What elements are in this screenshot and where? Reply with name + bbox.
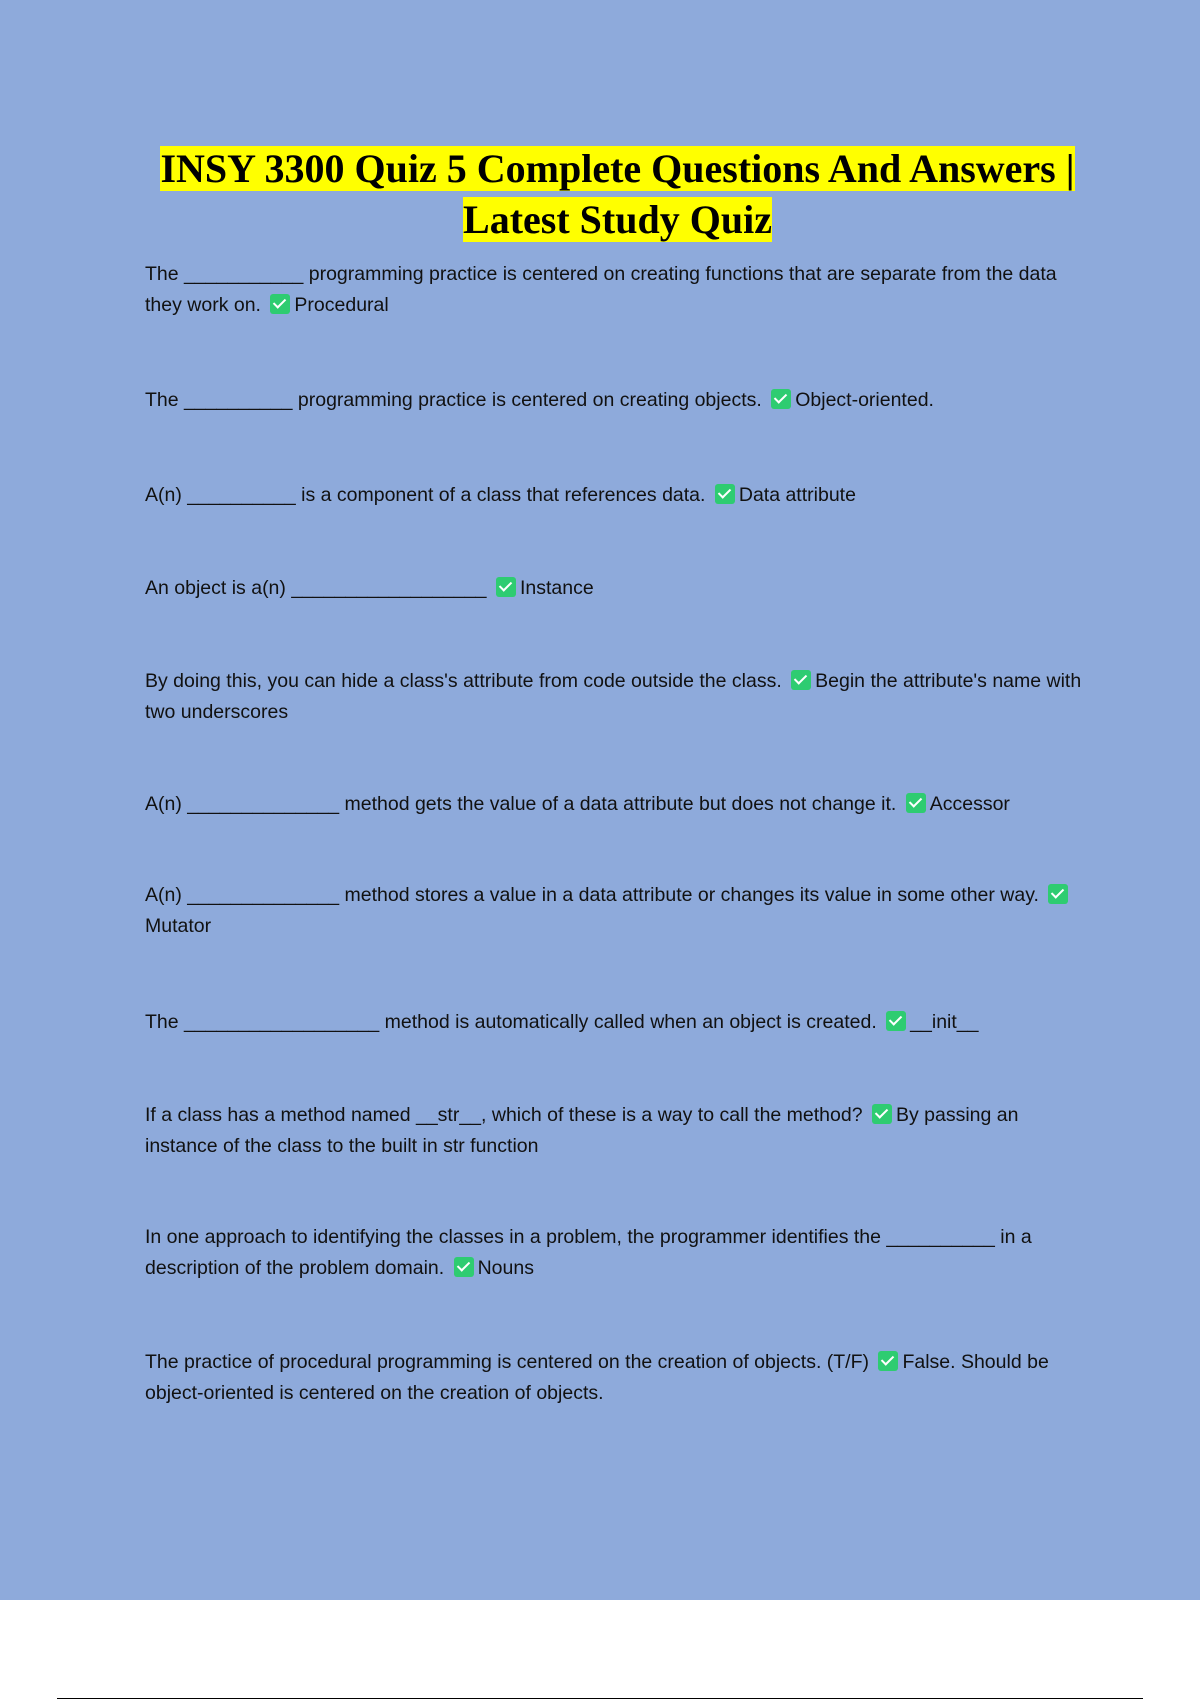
question-text: The __________________ method is automatically called when an object is created. (145, 1011, 877, 1033)
check-icon (496, 577, 516, 597)
answer-text: Nouns (477, 1257, 534, 1279)
check-icon (791, 670, 811, 690)
answer-text: __init__ (910, 1011, 979, 1033)
qa-item (145, 880, 1095, 942)
qa-item (145, 385, 1095, 416)
title-line-1: INSY 3300 Quiz 5 Complete Questions And Answers | (160, 146, 1075, 191)
footer-divider (57, 1698, 1143, 1699)
qa-item (145, 666, 1095, 728)
check-icon (270, 294, 290, 314)
answer-text: Mutator (145, 915, 212, 937)
check-icon (872, 1104, 892, 1124)
qa-item (145, 1347, 1095, 1409)
question-text: A(n) ______________ method stores a value in a data attribute or changes its value in some other way. (145, 884, 1039, 906)
answer-text: False. Should be object-oriented is centered on the creation of objects. (145, 1351, 1049, 1404)
answer-text: Begin the attribute's name with two underscores (145, 670, 1082, 723)
check-icon (715, 484, 735, 504)
check-icon (771, 389, 791, 409)
answer-text: Data attribute (738, 484, 856, 506)
answer-text: Procedural (294, 294, 389, 316)
qa-item (145, 259, 1095, 321)
qa-item (145, 573, 1095, 604)
question-text: By doing this, you can hide a class's attribute from code outside the class. (145, 670, 782, 692)
question-text: The __________ programming practice is centered on creating objects. (145, 389, 762, 411)
qa-item (145, 1007, 1095, 1038)
qa-item (145, 1222, 1095, 1284)
check-icon (886, 1011, 906, 1031)
question-text: The practice of procedural programming is centered on the creation of objects. (T/F) (145, 1351, 870, 1373)
question-text: The ___________ programming practice is centered on creating functions that are separate from the data they work on. (145, 263, 1057, 316)
check-icon (1048, 884, 1068, 904)
answer-text: By passing an instance of the class to the built in str function (145, 1104, 1019, 1157)
check-icon (906, 793, 926, 813)
title-line-2: Latest Study Quiz (463, 197, 772, 242)
qa-item (145, 1100, 1095, 1162)
check-icon (878, 1351, 898, 1371)
qa-item (145, 789, 1095, 820)
answer-text: Instance (519, 577, 594, 599)
answer-text: Accessor (929, 793, 1010, 815)
answer-text: Object-oriented. (795, 389, 934, 411)
question-text: A(n) ______________ method gets the value of a data attribute but does not change it. (145, 793, 897, 815)
qa-item (145, 480, 1095, 511)
question-text: If a class has a method named __str__, which of these is a way to call the method? (145, 1104, 863, 1126)
question-text: A(n) __________ is a component of a class that references data. (145, 484, 706, 506)
page-title (130, 143, 1105, 245)
question-text: An object is a(n) __________________ (145, 577, 487, 599)
check-icon (454, 1257, 474, 1277)
question-text: In one approach to identifying the classes in a problem, the programmer identifies the __________ in a description of the problem domain. (145, 1226, 1032, 1279)
